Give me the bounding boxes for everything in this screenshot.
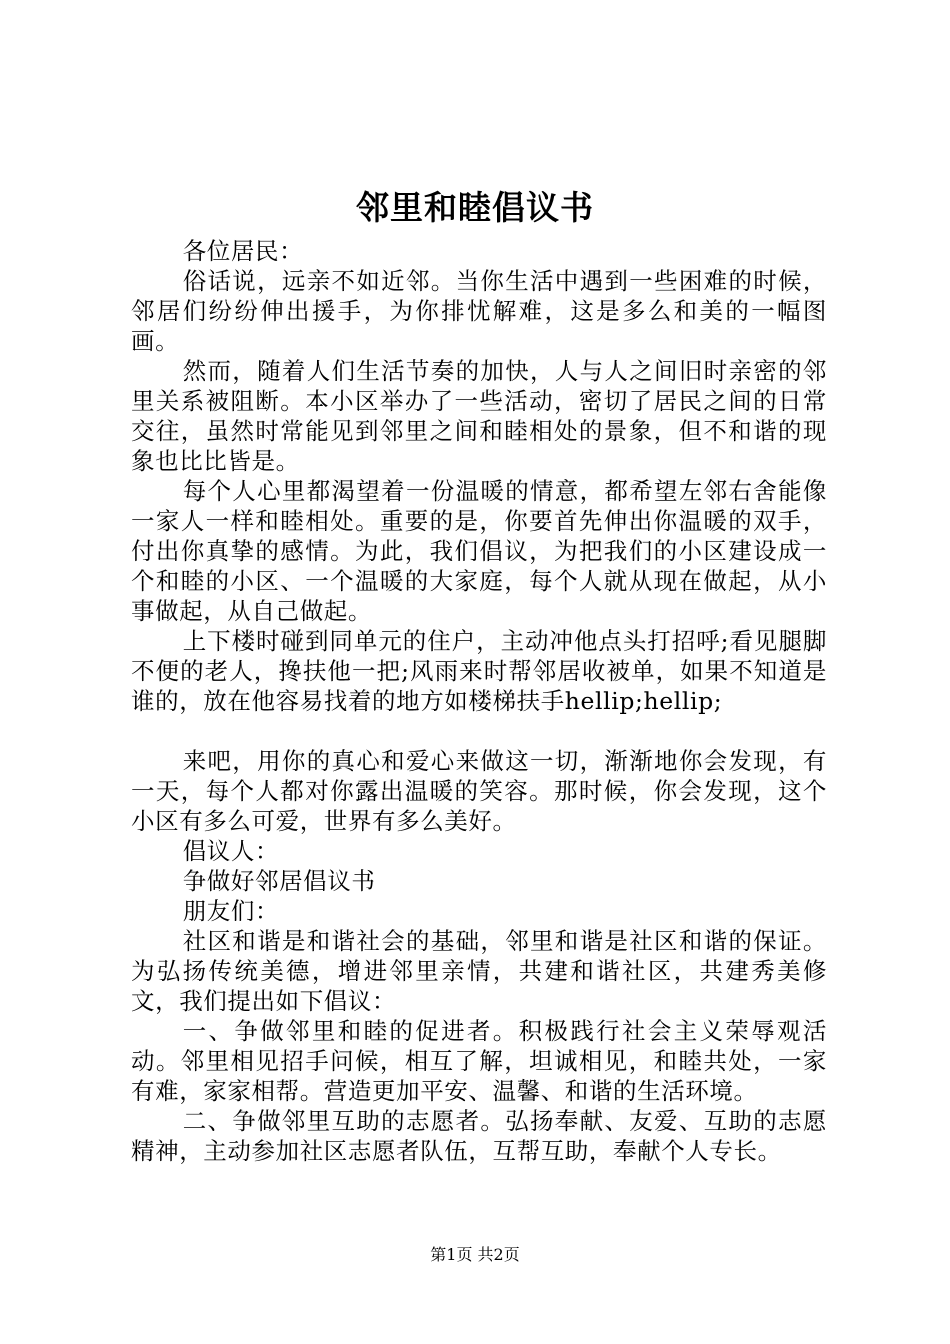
paragraph: 每个人心里都渴望着一份温暖的情意，都希望左邻右舍能像一家人一样和睦相处。重要的是，你要首先伸出你温暖的双手，付出你真挚的感情。为此，我们倡议，为把我们的小区建设成一个和睦的小区、一个温暖的大家庭，每个人就从现在做起，从小事做起，从自己做起。 bbox=[131, 477, 827, 625]
salutation: 朋友们： bbox=[182, 897, 280, 925]
salutation: 各位居民： bbox=[182, 237, 304, 265]
paragraph: 俗话说，远亲不如近邻。当你生活中遇到一些困难的时候，邻居们纷纷伸出援手，为你排忧解难，这是多么和美的一幅图画。 bbox=[131, 267, 827, 355]
paragraph: 来吧，用你的真心和爱心来做这一切，渐渐地你会发现，有一天，每个人都对你露出温暖的笑容。那时候，你会发现，这个小区有多么可爱，世界有多么美好。 bbox=[131, 747, 827, 835]
document-body bbox=[131, 236, 827, 1166]
blank-line bbox=[131, 716, 827, 746]
page-footer: 第1页 共2页 bbox=[430, 1245, 520, 1264]
section-heading: 争做好邻居倡议书 bbox=[182, 867, 376, 895]
paragraph: 社区和谐是和谐社会的基础，邻里和谐是社区和谐的保证。为弘扬传统美德，增进邻里亲情，共建和谐社区，共建秀美修文，我们提出如下倡议： bbox=[131, 927, 827, 1015]
paragraph: 一、争做邻里和睦的促进者。积极践行社会主义荣辱观活动。邻里相见招手问候，相互了解，坦诚相见，和睦共处，一家有难，家家相帮。营造更加平安、温馨、和谐的生活环境。 bbox=[131, 1017, 827, 1105]
paragraph: 上下楼时碰到同单元的住户，主动冲他点头打招呼;看见腿脚不便的老人，搀扶他一把;风雨来时帮邻居收被单，如果不知道是谁的，放在他容易找着的地方如楼梯扶手hellip;hellip; bbox=[131, 627, 827, 715]
paragraph: 然而，随着人们生活节奏的加快，人与人之间旧时亲密的邻里关系被阻断。本小区举办了一些活动，密切了居民之间的日常交往，虽然时常能见到邻里之间和睦相处的景象，但不和谐的现象也比比皆是。 bbox=[131, 357, 827, 475]
paragraph: 二、争做邻里互助的志愿者。弘扬奉献、友爱、互助的志愿精神，主动参加社区志愿者队伍，互帮互助，奉献个人专长。 bbox=[131, 1107, 827, 1165]
signature-label: 倡议人： bbox=[182, 837, 280, 865]
document-title: 邻里和睦倡议书 bbox=[356, 188, 594, 227]
